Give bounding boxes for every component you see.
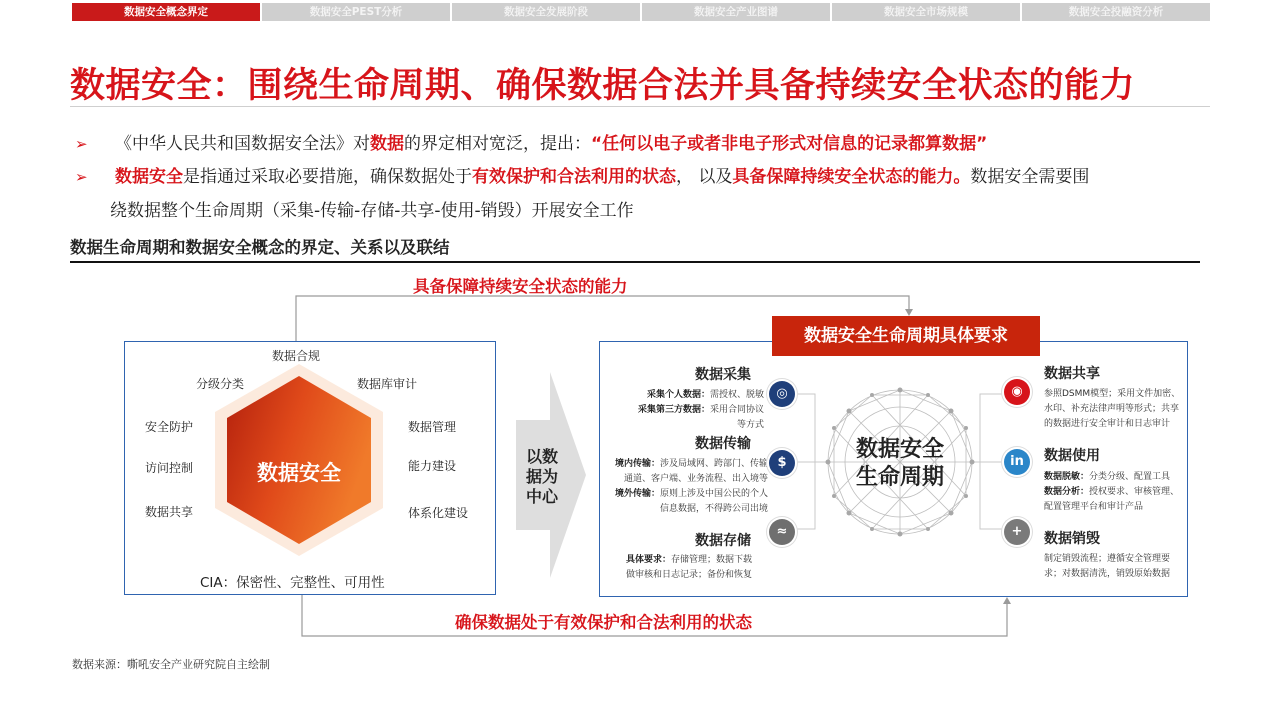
transfer-details: [604, 457, 768, 517]
dollar-icon: $: [769, 450, 795, 476]
diagram-subheading: 数据生命周期和数据安全概念的界定、关系以及联结: [70, 238, 450, 257]
label-data-sharing: 数据共享: [145, 505, 194, 519]
arrow-text-line: 以数: [525, 447, 558, 466]
detail-key: 采集个人数据：: [646, 390, 710, 400]
top-flow-label: 具备保障持续安全状态的能力: [413, 277, 628, 296]
label-data-management: 数据管理: [408, 420, 457, 434]
destroy-details: [1044, 552, 1188, 582]
magnifier-plus-icon: +: [1004, 519, 1030, 545]
detail-line: [614, 553, 752, 568]
detail-line: 通道、客户端、业务流程、出入境等: [623, 474, 768, 484]
tab-concept[interactable]: 数据安全概念界定: [72, 3, 260, 21]
center-text-line: 数据安全: [855, 437, 944, 462]
linkedin-icon: in: [1004, 449, 1030, 475]
lifecycle-center-label: [825, 436, 975, 492]
cia-label: CIA：保密性、完整性、可用性: [200, 575, 385, 591]
requirements-banner: 数据安全生命周期具体要求: [772, 316, 1040, 356]
bullet-arrow-icon: ➢: [75, 135, 88, 153]
target-icon: ◎: [769, 381, 795, 407]
label-protection: 安全防护: [145, 420, 194, 434]
detail-line: 求；对数据清洗，销毁原始数据: [1044, 569, 1171, 579]
hexagon-label: 数据安全: [257, 461, 341, 485]
label-compliance: 数据合规: [272, 349, 321, 363]
use-details: [1044, 470, 1188, 515]
center-text-line: 生命周期: [855, 465, 944, 490]
bottom-flow-label: 确保数据处于有效保护和合法利用的状态: [455, 613, 752, 632]
detail-key: 境外传输：: [614, 489, 660, 499]
wifi-icon: ≈: [769, 519, 795, 545]
tab-market-size[interactable]: 数据安全市场规模: [832, 3, 1020, 21]
detail-line: [630, 403, 764, 433]
detail-key: 数据分析：: [1044, 487, 1090, 497]
tab-industry-map[interactable]: 数据安全产业图谱: [642, 3, 830, 21]
detail-key: 采集第三方数据：: [637, 405, 710, 415]
detail-value: 原则上涉及中国公民的个人: [659, 489, 768, 499]
bullet-text: 《中华人民共和国数据安全法》对: [115, 134, 370, 154]
detail-key: 境内传输：: [614, 459, 660, 469]
arrow-text-line: 据为: [525, 467, 558, 486]
bullet-highlight: 数据安全: [115, 167, 183, 187]
section-title-storage: 数据存储: [695, 533, 751, 549]
bullet-text: 的界定相对宽泛，提出：: [404, 134, 591, 154]
detail-value: 授权要求、审核管理、: [1089, 487, 1180, 497]
bullet-text: 是指通过采取必要措施，确保数据处于: [183, 167, 472, 187]
label-access-control: 访问控制: [145, 461, 194, 475]
label-capability: 能力建设: [408, 459, 457, 473]
lifecycle-requirements-panel: [599, 341, 1188, 597]
detail-line: 的数据进行安全审计和日志审计: [1044, 419, 1171, 429]
storage-details: [614, 553, 752, 583]
detail-key: 具体要求：: [625, 555, 671, 565]
label-classification: 分级分类: [196, 377, 245, 391]
detail-line: [630, 388, 764, 403]
data-source-note: 数据来源：嘶吼安全产业研究院自主绘制: [72, 658, 270, 671]
data-centric-label: [516, 447, 568, 507]
detail-line: 配置管理平台和审计产品: [1044, 502, 1144, 512]
label-system-building: 体系化建设: [408, 506, 469, 520]
bullet-text: ， 以及: [676, 167, 733, 187]
share-details: [1044, 387, 1188, 432]
bullet-highlight: 数据: [370, 134, 404, 154]
detail-line: 做审核和日志记录；备份和恢复: [625, 570, 752, 580]
detail-value: 采用合同协议等方式: [709, 405, 764, 430]
detail-line: [604, 487, 768, 502]
tab-stage[interactable]: 数据安全发展阶段: [452, 3, 640, 21]
bullet-arrow-icon: ➢: [75, 168, 88, 186]
section-title-transfer: 数据传输: [695, 436, 751, 452]
page-title: 数据安全：围绕生命周期、确保数据合法并具备持续安全状态的能力: [70, 66, 1136, 106]
bullet-text: 数据安全需要围: [970, 167, 1090, 187]
label-db-audit: 数据库审计: [357, 377, 418, 391]
detail-line: 信息数据，不得跨公司出境: [659, 504, 768, 514]
section-title-destroy: 数据销毁: [1044, 531, 1100, 547]
detail-key: 数据脱敏：: [1044, 472, 1090, 482]
detail-line: 水印、补充法律声明等形式；共享: [1044, 404, 1180, 414]
bullet-highlight: 有效保护和合法利用的状态: [472, 167, 676, 187]
section-title-collect: 数据采集: [695, 367, 751, 383]
section-title-share: 数据共享: [1044, 366, 1100, 382]
detail-value: 涉及局域网、跨部门、传输: [659, 459, 768, 469]
broadcast-icon: ◉: [1004, 379, 1030, 405]
detail-value: 分类分级、配置工具: [1089, 472, 1171, 482]
detail-line: 参照DSMM模型；采用文件加密、: [1044, 389, 1181, 399]
detail-line: [1044, 470, 1188, 485]
detail-value: 需授权、脱敏: [709, 390, 764, 400]
tab-pest[interactable]: 数据安全PEST分析: [262, 3, 450, 21]
tab-investment[interactable]: 数据安全投融资分析: [1022, 3, 1210, 21]
detail-value: 存储管理；数据下载: [670, 555, 752, 565]
bullet-continuation: 绕数据整个生命周期（采集-传输-存储-共享-使用-销毁）开展安全工作: [110, 201, 634, 221]
detail-line: [604, 457, 768, 472]
bullet-quote: “任何以电子或者非电子形式对信息的记录都算数据”: [591, 134, 988, 154]
collect-details: [630, 388, 764, 433]
arrow-text-line: 中心: [525, 487, 558, 506]
detail-line: [1044, 485, 1188, 500]
section-title-use: 数据使用: [1044, 448, 1100, 464]
bullet-highlight: 具备保障持续安全状态的能力。: [732, 167, 971, 187]
data-security-concept-panel: [124, 341, 496, 595]
detail-line: 制定销毁流程；遵循安全管理要: [1044, 554, 1171, 564]
